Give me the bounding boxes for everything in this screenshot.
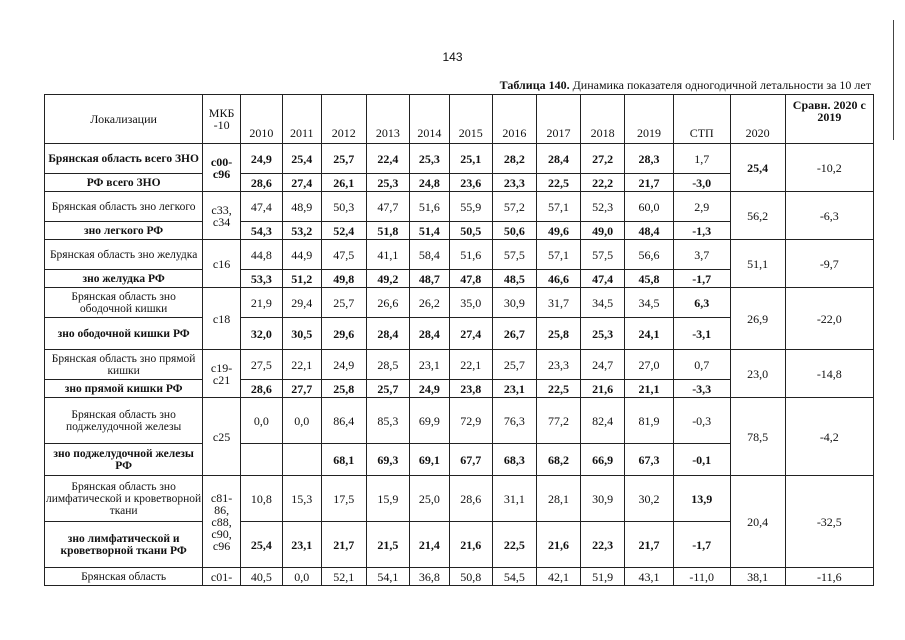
region-stp: -11,0 [673, 568, 730, 586]
rf-value: 24,8 [409, 174, 449, 192]
region-stp: 0,7 [673, 350, 730, 380]
region-value: 25,0 [409, 476, 449, 522]
rf-value: 23,6 [449, 174, 492, 192]
region-value: 0,0 [282, 398, 321, 444]
region-value: 25,1 [449, 144, 492, 174]
region-value: 48,9 [282, 192, 321, 222]
rf-value: 23,1 [282, 522, 321, 568]
region-row [45, 144, 874, 174]
header-year: 2011 [282, 95, 321, 144]
region-value: 44,8 [240, 240, 282, 270]
rf-value: 28,6 [240, 174, 282, 192]
region-compare: -32,5 [785, 476, 873, 568]
mkb-code: с25 [203, 398, 241, 476]
rf-value: 21,5 [366, 522, 409, 568]
rf-value: 25,3 [581, 318, 625, 350]
rf-value [282, 444, 321, 476]
region-value: 40,5 [240, 568, 282, 586]
region-value: 30,9 [581, 476, 625, 522]
region-value: 60,0 [625, 192, 673, 222]
region-value: 51,6 [449, 240, 492, 270]
rf-value: 53,2 [282, 222, 321, 240]
rf-value: 24,9 [409, 380, 449, 398]
region-value: 28,3 [625, 144, 673, 174]
header-compare: Сравн. 2020 с 2019 [785, 95, 873, 144]
region-value: 25,4 [282, 144, 321, 174]
region-value: 58,4 [409, 240, 449, 270]
rf-value: 22,5 [536, 174, 580, 192]
region-value: 26,6 [366, 288, 409, 318]
rf-value: 23,3 [492, 174, 536, 192]
rf-value: 25,3 [366, 174, 409, 192]
rf-value: 21,7 [321, 522, 366, 568]
region-value: 26,2 [409, 288, 449, 318]
region-value: 47,5 [321, 240, 366, 270]
region-row [45, 398, 874, 444]
region-value: 22,1 [282, 350, 321, 380]
region-value: 28,4 [536, 144, 580, 174]
rf-label: зно легкого РФ [45, 222, 203, 240]
rf-stp: -0,1 [673, 444, 730, 476]
rf-value: 51,2 [282, 270, 321, 288]
rf-value: 32,0 [240, 318, 282, 350]
rf-value: 52,4 [321, 222, 366, 240]
region-stp: 1,7 [673, 144, 730, 174]
region-stp: 3,7 [673, 240, 730, 270]
header-row [45, 95, 874, 144]
region-value: 21,9 [240, 288, 282, 318]
page-number: 143 [442, 50, 463, 64]
region-value: 28,1 [536, 476, 580, 522]
rf-value: 28,4 [366, 318, 409, 350]
rf-value: 28,4 [409, 318, 449, 350]
region-value: 72,9 [449, 398, 492, 444]
rf-value: 30,5 [282, 318, 321, 350]
region-value: 24,9 [321, 350, 366, 380]
region-value: 51,9 [581, 568, 625, 586]
rf-value: 49,2 [366, 270, 409, 288]
region-compare: -11,6 [785, 568, 873, 586]
rf-value: 25,8 [321, 380, 366, 398]
rf-value: 26,1 [321, 174, 366, 192]
region-value: 24,7 [581, 350, 625, 380]
region-value: 50,3 [321, 192, 366, 222]
header-2020: 2020 [730, 95, 785, 144]
rf-value: 23,1 [492, 380, 536, 398]
region-value: 36,8 [409, 568, 449, 586]
region-label: Брянская область всего ЗНО [45, 144, 203, 174]
region-row [45, 288, 874, 318]
region-value: 25,7 [321, 288, 366, 318]
region-value: 28,2 [492, 144, 536, 174]
region-value: 57,1 [536, 240, 580, 270]
region-value: 27,5 [240, 350, 282, 380]
region-compare: -10,2 [785, 144, 873, 192]
region-value: 25,3 [409, 144, 449, 174]
region-value: 17,5 [321, 476, 366, 522]
region-stp: -0,3 [673, 398, 730, 444]
region-stp: 13,9 [673, 476, 730, 522]
region-value: 57,2 [492, 192, 536, 222]
region-value: 27,0 [625, 350, 673, 380]
region-value: 31,1 [492, 476, 536, 522]
region-value: 0,0 [282, 568, 321, 586]
region-value: 29,4 [282, 288, 321, 318]
mortality-table [44, 94, 874, 586]
region-value: 54,1 [366, 568, 409, 586]
rf-value: 48,5 [492, 270, 536, 288]
last-row [45, 568, 874, 586]
rf-value: 51,8 [366, 222, 409, 240]
rf-value: 21,4 [409, 522, 449, 568]
region-value: 22,4 [366, 144, 409, 174]
region-value: 43,1 [625, 568, 673, 586]
region-value: 69,9 [409, 398, 449, 444]
rf-stp: -3,1 [673, 318, 730, 350]
rf-value: 29,6 [321, 318, 366, 350]
header-year: 2013 [366, 95, 409, 144]
header-year: 2016 [492, 95, 536, 144]
region-label: Брянская область зно прямой кишки [45, 350, 203, 380]
table-body [45, 95, 874, 586]
rf-value: 67,3 [625, 444, 673, 476]
rf-value: 50,6 [492, 222, 536, 240]
region-2020: 26,9 [730, 288, 785, 350]
rf-value: 51,4 [409, 222, 449, 240]
rf-value: 27,4 [282, 174, 321, 192]
region-stp: 2,9 [673, 192, 730, 222]
region-row [45, 350, 874, 380]
rf-value: 21,7 [625, 522, 673, 568]
region-label: Брянская область [45, 568, 203, 586]
rf-value [240, 444, 282, 476]
rf-value: 54,3 [240, 222, 282, 240]
rf-value: 22,5 [492, 522, 536, 568]
rf-value: 53,3 [240, 270, 282, 288]
rf-value: 69,1 [409, 444, 449, 476]
region-value: 52,1 [321, 568, 366, 586]
rf-value: 25,4 [240, 522, 282, 568]
region-2020: 56,2 [730, 192, 785, 240]
region-compare: -22,0 [785, 288, 873, 350]
region-2020: 38,1 [730, 568, 785, 586]
header-mkb: МКБ -10 [203, 95, 241, 144]
rf-stp: -1,7 [673, 522, 730, 568]
region-value: 23,3 [536, 350, 580, 380]
region-value: 51,6 [409, 192, 449, 222]
rf-value: 27,7 [282, 380, 321, 398]
rf-value: 66,9 [581, 444, 625, 476]
header-localization: Локализации [45, 95, 203, 144]
region-value: 81,9 [625, 398, 673, 444]
header-year: 2010 [240, 95, 282, 144]
rf-label: зно ободочной кишки РФ [45, 318, 203, 350]
region-value: 77,2 [536, 398, 580, 444]
rf-value: 68,2 [536, 444, 580, 476]
mkb-code: с00-с96 [203, 144, 241, 192]
mkb-code: с33, с34 [203, 192, 241, 240]
mkb-code: с81-86, с88, с90, с96 [203, 476, 241, 568]
region-compare: -14,8 [785, 350, 873, 398]
region-value: 15,3 [282, 476, 321, 522]
region-value: 30,2 [625, 476, 673, 522]
region-value: 23,1 [409, 350, 449, 380]
rf-value: 22,2 [581, 174, 625, 192]
region-value: 57,5 [492, 240, 536, 270]
region-value: 82,4 [581, 398, 625, 444]
region-value: 41,1 [366, 240, 409, 270]
region-2020: 78,5 [730, 398, 785, 476]
region-label: Брянская область зно поджелудочной железы [45, 398, 203, 444]
region-value: 54,5 [492, 568, 536, 586]
rf-value: 27,4 [449, 318, 492, 350]
region-2020: 51,1 [730, 240, 785, 288]
rf-value: 48,4 [625, 222, 673, 240]
region-value: 50,8 [449, 568, 492, 586]
region-value: 35,0 [449, 288, 492, 318]
header-year: 2018 [581, 95, 625, 144]
mkb-code: с18 [203, 288, 241, 350]
region-2020: 20,4 [730, 476, 785, 568]
caption-text: Динамика показателя одногодичной летальности за 10 лет [569, 78, 871, 92]
rf-value: 21,1 [625, 380, 673, 398]
mkb-code: с01- [203, 568, 241, 586]
rf-value: 47,4 [581, 270, 625, 288]
region-value: 57,1 [536, 192, 580, 222]
region-value: 55,9 [449, 192, 492, 222]
region-label: Брянская область зно желудка [45, 240, 203, 270]
table-caption [500, 78, 871, 93]
rf-label: зно лимфатической и кроветворной ткани РФ [45, 522, 203, 568]
mkb-code: с19-с21 [203, 350, 241, 398]
region-label: Брянская область зно легкого [45, 192, 203, 222]
region-value: 15,9 [366, 476, 409, 522]
rf-value: 22,3 [581, 522, 625, 568]
region-value: 85,3 [366, 398, 409, 444]
header-year: 2012 [321, 95, 366, 144]
rf-value: 22,5 [536, 380, 580, 398]
rf-label: зно желудка РФ [45, 270, 203, 288]
rf-label: РФ всего ЗНО [45, 174, 203, 192]
region-value: 31,7 [536, 288, 580, 318]
rf-value: 68,3 [492, 444, 536, 476]
rf-label: зно прямой кишки РФ [45, 380, 203, 398]
region-stp: 6,3 [673, 288, 730, 318]
rf-value: 46,6 [536, 270, 580, 288]
rf-value: 21,6 [581, 380, 625, 398]
region-value: 28,6 [449, 476, 492, 522]
caption-label: Таблица 140. [499, 78, 570, 92]
region-value: 22,1 [449, 350, 492, 380]
region-compare: -9,7 [785, 240, 873, 288]
rf-label: зно поджелудочной железы РФ [45, 444, 203, 476]
rf-value: 49,6 [536, 222, 580, 240]
region-value: 30,9 [492, 288, 536, 318]
region-2020: 25,4 [730, 144, 785, 192]
region-value: 76,3 [492, 398, 536, 444]
region-value: 52,3 [581, 192, 625, 222]
region-row [45, 476, 874, 522]
region-value: 34,5 [581, 288, 625, 318]
header-year: 2014 [409, 95, 449, 144]
region-value: 24,9 [240, 144, 282, 174]
rf-stp: -1,7 [673, 270, 730, 288]
rf-value: 50,5 [449, 222, 492, 240]
rf-value: 47,8 [449, 270, 492, 288]
rf-stp: -3,3 [673, 380, 730, 398]
region-value: 28,5 [366, 350, 409, 380]
region-label: Брянская область зно лимфатической и кроветворной ткани [45, 476, 203, 522]
region-compare: -6,3 [785, 192, 873, 240]
rf-value: 24,1 [625, 318, 673, 350]
region-value: 0,0 [240, 398, 282, 444]
rf-value: 21,7 [625, 174, 673, 192]
rf-stp: -1,3 [673, 222, 730, 240]
region-value: 10,8 [240, 476, 282, 522]
region-2020: 23,0 [730, 350, 785, 398]
region-value: 47,7 [366, 192, 409, 222]
page-edge-line [893, 20, 894, 140]
header-stp: СТП [673, 95, 730, 144]
region-label: Брянская область зно ободочной кишки [45, 288, 203, 318]
region-value: 25,7 [492, 350, 536, 380]
rf-value: 67,7 [449, 444, 492, 476]
region-value: 34,5 [625, 288, 673, 318]
region-value: 57,5 [581, 240, 625, 270]
region-value: 25,7 [321, 144, 366, 174]
rf-value: 25,8 [536, 318, 580, 350]
region-value: 47,4 [240, 192, 282, 222]
rf-value: 49,8 [321, 270, 366, 288]
rf-value: 48,7 [409, 270, 449, 288]
header-year: 2015 [449, 95, 492, 144]
mkb-code: с16 [203, 240, 241, 288]
region-value: 42,1 [536, 568, 580, 586]
rf-value: 21,6 [536, 522, 580, 568]
rf-value: 68,1 [321, 444, 366, 476]
rf-value: 23,8 [449, 380, 492, 398]
rf-value: 26,7 [492, 318, 536, 350]
region-row [45, 192, 874, 222]
rf-value: 69,3 [366, 444, 409, 476]
region-row [45, 240, 874, 270]
rf-value: 21,6 [449, 522, 492, 568]
rf-stp: -3,0 [673, 174, 730, 192]
region-value: 44,9 [282, 240, 321, 270]
rf-value: 28,6 [240, 380, 282, 398]
header-year: 2019 [625, 95, 673, 144]
rf-value: 49,0 [581, 222, 625, 240]
region-value: 86,4 [321, 398, 366, 444]
region-value: 56,6 [625, 240, 673, 270]
header-year: 2017 [536, 95, 580, 144]
region-compare: -4,2 [785, 398, 873, 476]
rf-value: 45,8 [625, 270, 673, 288]
rf-value: 25,7 [366, 380, 409, 398]
region-value: 27,2 [581, 144, 625, 174]
